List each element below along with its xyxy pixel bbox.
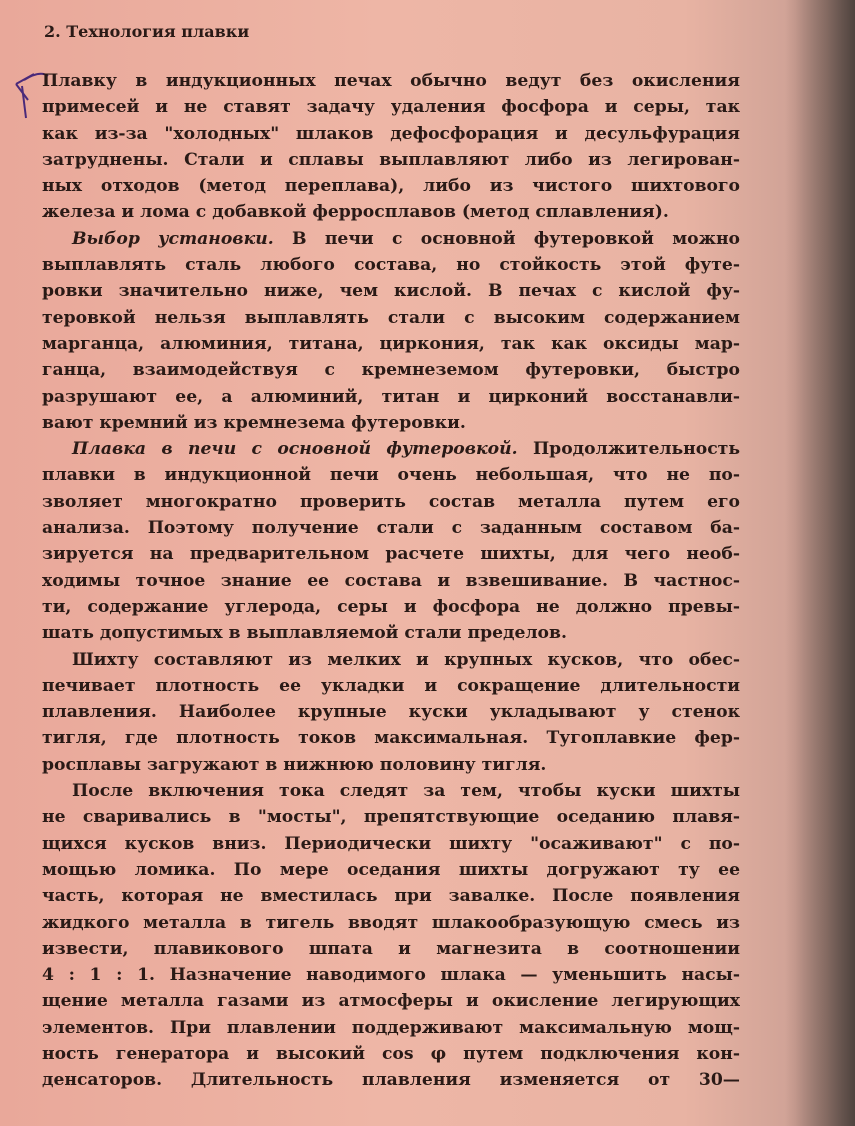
text-line: печивает плотность ее укладки и сокращение длительности [42,675,740,696]
text-line: Плавку в индукционных печах обычно ведут без окисления [42,71,740,91]
text-line: щение металла газами из атмосферы и окисление легирующих [42,991,740,1012]
text-line: денсаторов. Длительность плавления изменяется от 30— [42,1070,740,1091]
text-line: выплавлять сталь любого состава, но стойкость этой футе- [42,255,740,276]
text-line: ность генератора и высокий cos φ путем подключения кон- [42,1043,740,1064]
text-line: марганца, алюминия, титана, циркония, так как оксиды мар- [42,333,740,354]
text-line: элементов. При плавлении поддерживают максимальную мощ- [42,1017,740,1038]
text-line: ходимы точное знание ее состава и взвешивание. В частнос- [42,570,740,591]
text-line: ных отходов (метод переплава), либо из чистого шихтового [42,176,740,197]
text-line: вают кремний из кремнезема футеровки. [42,412,466,433]
text-line: зволяет многократно проверить состав металла путем его [42,491,740,512]
text-line: мощью ломика. По мере оседания шихты догружают ту ее [42,859,740,880]
section-heading: 2. Технология плавки [44,22,250,41]
text-line: плавления. Наиболее крупные куски укладывают у стенок [42,702,740,723]
text-line: железа и лома с добавкой ферросплавов (метод сплавления). [42,202,669,223]
text-line: тигля, где плотность токов максимальная. Тугоплавкие фер- [42,728,740,749]
text-line: шать допустимых в выплавляемой стали пределов. [42,623,567,644]
text-line: часть, которая не вместилась при завалке. После появления [42,886,740,907]
text-line: Плавка в печи с основной футеровкой. Продолжительность [72,439,740,460]
text-line: зируется на предварительном расчете шихты, для чего необ- [42,544,740,565]
text-line: разрушают ее, а алюминий, титан и цирконий восстанавли- [42,386,740,407]
text-line: Шихту составляют из мелких и крупных кусков, что обес- [72,649,740,670]
text-line: плавки в индукционной печи очень небольшая, что не по- [42,465,740,486]
text-line: примесей и не ставят задачу удаления фосфора и серы, так [42,97,740,118]
text-line: извести, плавикового шпата и магнезита в соотношении [42,938,740,959]
text-line: ровки значительно ниже, чем кислой. В печах с кислой фу- [42,281,740,302]
text-line: щихся кусков вниз. Периодически шихту "осаживают" с по- [42,833,740,854]
text-line: ти, содержание углерода, серы и фосфора не должно превы- [42,596,740,617]
text-line: не сваривались в "мосты", препятствующие оседанию плавя- [42,807,740,828]
text-line: затруднены. Стали и сплавы выплавляют либо из легирован- [42,149,740,170]
body-text [42,68,740,1094]
text-line: 4 : 1 : 1. Назначение наводимого шлака — уменьшить насы- [42,965,740,986]
text-line: ганца, взаимодействуя с кремнеземом футеровки, быстро [42,360,740,381]
text-line: жидкого металла в тигель вводят шлакообразующую смесь из [42,912,740,933]
text-line: теровкой нельзя выплавлять стали с высоким содержанием [42,307,740,328]
text-line: анализа. Поэтому получение стали с заданным составом ба- [42,518,740,539]
text-line: как из-за "холодных" шлаков дефосфорация и десульфурация [42,123,740,144]
text-line: росплавы загружают в нижнюю половину тигля. [42,754,547,775]
text-line: Выбор установки. В печи с основной футеровкой можно [72,228,740,249]
text-line: После включения тока следят за тем, чтобы куски шихты [72,781,740,802]
